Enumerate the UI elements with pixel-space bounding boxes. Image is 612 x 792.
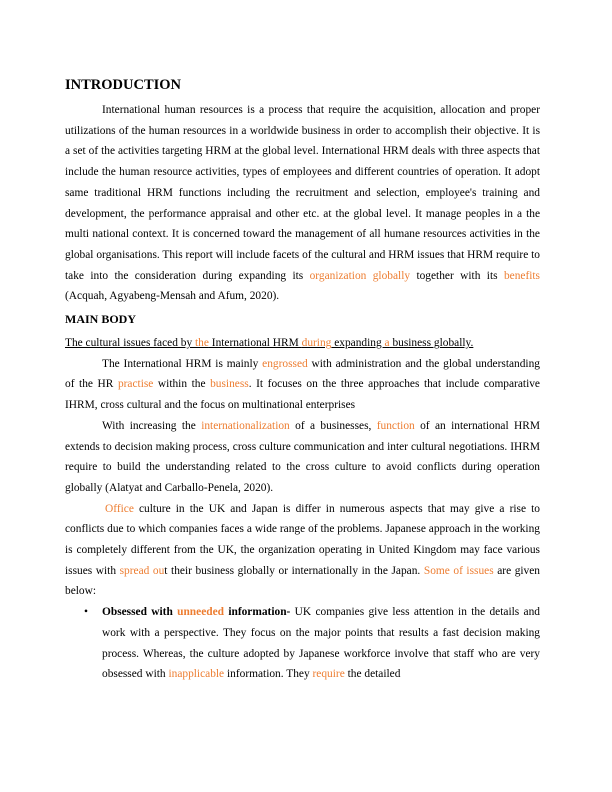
list-item: [65, 602, 540, 685]
main-body-heading: MAIN BODY: [65, 312, 136, 327]
highlighted-text: a: [384, 337, 390, 350]
text-run: The International HRM is mainly: [102, 357, 263, 370]
highlighted-text: Office: [105, 502, 134, 515]
highlighted-text: require: [312, 668, 345, 681]
text-run: . It focuses on the three approaches that include comparative IHRM, cross cultural and the focus on multinational enterprises: [65, 378, 540, 412]
issues-list: [65, 602, 540, 685]
page-content: [65, 76, 540, 685]
text-run: with administration and the global understanding of the HR: [65, 357, 540, 391]
bullet-title-highlight: unneeded: [177, 606, 224, 619]
text-run: business globally.: [389, 337, 474, 350]
text-run: culture in the UK and Japan is differ in numerous aspects that may give a rise to conflicts due to which companies faces a wide range of the problems. Japanese approach in the working is completely different from the UK, the organization operating in United Kingdom may face various issues with: [65, 502, 540, 577]
highlighted-text: the: [195, 337, 209, 350]
highlighted-text: benefits: [503, 269, 540, 282]
text-run: t their business globally or internationally in the Japan.: [164, 564, 424, 577]
highlighted-text: during: [301, 337, 332, 350]
highlighted-text: engrossed: [262, 357, 308, 370]
section-subtitle: [65, 333, 540, 354]
text-run: International human resources is a process that require the acquisition, allocation and proper utilizations of the human resources in a worldwide business in order to accomplish their objective. It is a set of the activities targeting HRM at the global level. International HRM deals with three aspects that include the human resource activities, types of employees and different countries of operation. It adopt same traditional HRM functions including the recruitment and selection, employee's training and development, the performance appraisal and other etc. at the global level. It manage peoples in a the multi national context. It is concerned toward the management of all humane resources activities in the global organisations. This report will include facets of the cultural and HRM issues that HRM require to take into the consideration during expanding its: [65, 104, 540, 282]
text-run: information. They: [224, 668, 313, 681]
bullet-marker: •: [84, 606, 88, 619]
highlighted-text: spread ou: [119, 564, 165, 577]
text-run: of an international HRM extends to decision making process, cross culture communication and inter cultural negotiations. IHRM require to build the understanding related to the cross culture to avoid conflicts during operation globally (Alatyat and Carballo-Penela, 2020).: [65, 419, 540, 494]
text-run: the detailed: [344, 668, 401, 681]
body-paragraph-1: [65, 354, 540, 416]
text-run: With increasing the: [102, 419, 202, 432]
highlighted-text: practise: [117, 378, 154, 391]
text-run: are given below:: [65, 564, 541, 598]
bullet-title-start: Obsessed with: [102, 606, 178, 619]
highlighted-text: internationalization: [201, 419, 290, 432]
text-run: expanding: [331, 337, 385, 350]
highlighted-text: inapplicable: [168, 668, 225, 681]
highlighted-text: Some of issues: [423, 564, 494, 577]
body-paragraph-3: [65, 499, 540, 603]
text-run: together with its: [410, 269, 504, 282]
highlighted-text: organization globally: [309, 269, 411, 282]
introduction-heading: INTRODUCTION: [65, 77, 182, 93]
text-run: The cultural issues faced by: [65, 337, 195, 350]
text-run: of a businesses,: [289, 419, 377, 432]
introduction-paragraph: [65, 100, 540, 307]
highlighted-text: function: [376, 419, 415, 432]
text-run: International HRM: [208, 337, 302, 350]
highlighted-text: business: [210, 378, 249, 391]
text-run: within the: [153, 378, 211, 391]
text-run: UK companies give less attention in the details and work with a perspective. They focus on the major points that results a fast decision making process. Whereas, the culture adopted by Japanese workforce involve that staff who are very obsessed with: [102, 606, 540, 681]
bullet-title-end: information-: [223, 606, 291, 619]
text-run: (Acquah, Agyabeng-Mensah and Afum, 2020).: [65, 290, 280, 303]
body-paragraph-2: [65, 416, 540, 499]
